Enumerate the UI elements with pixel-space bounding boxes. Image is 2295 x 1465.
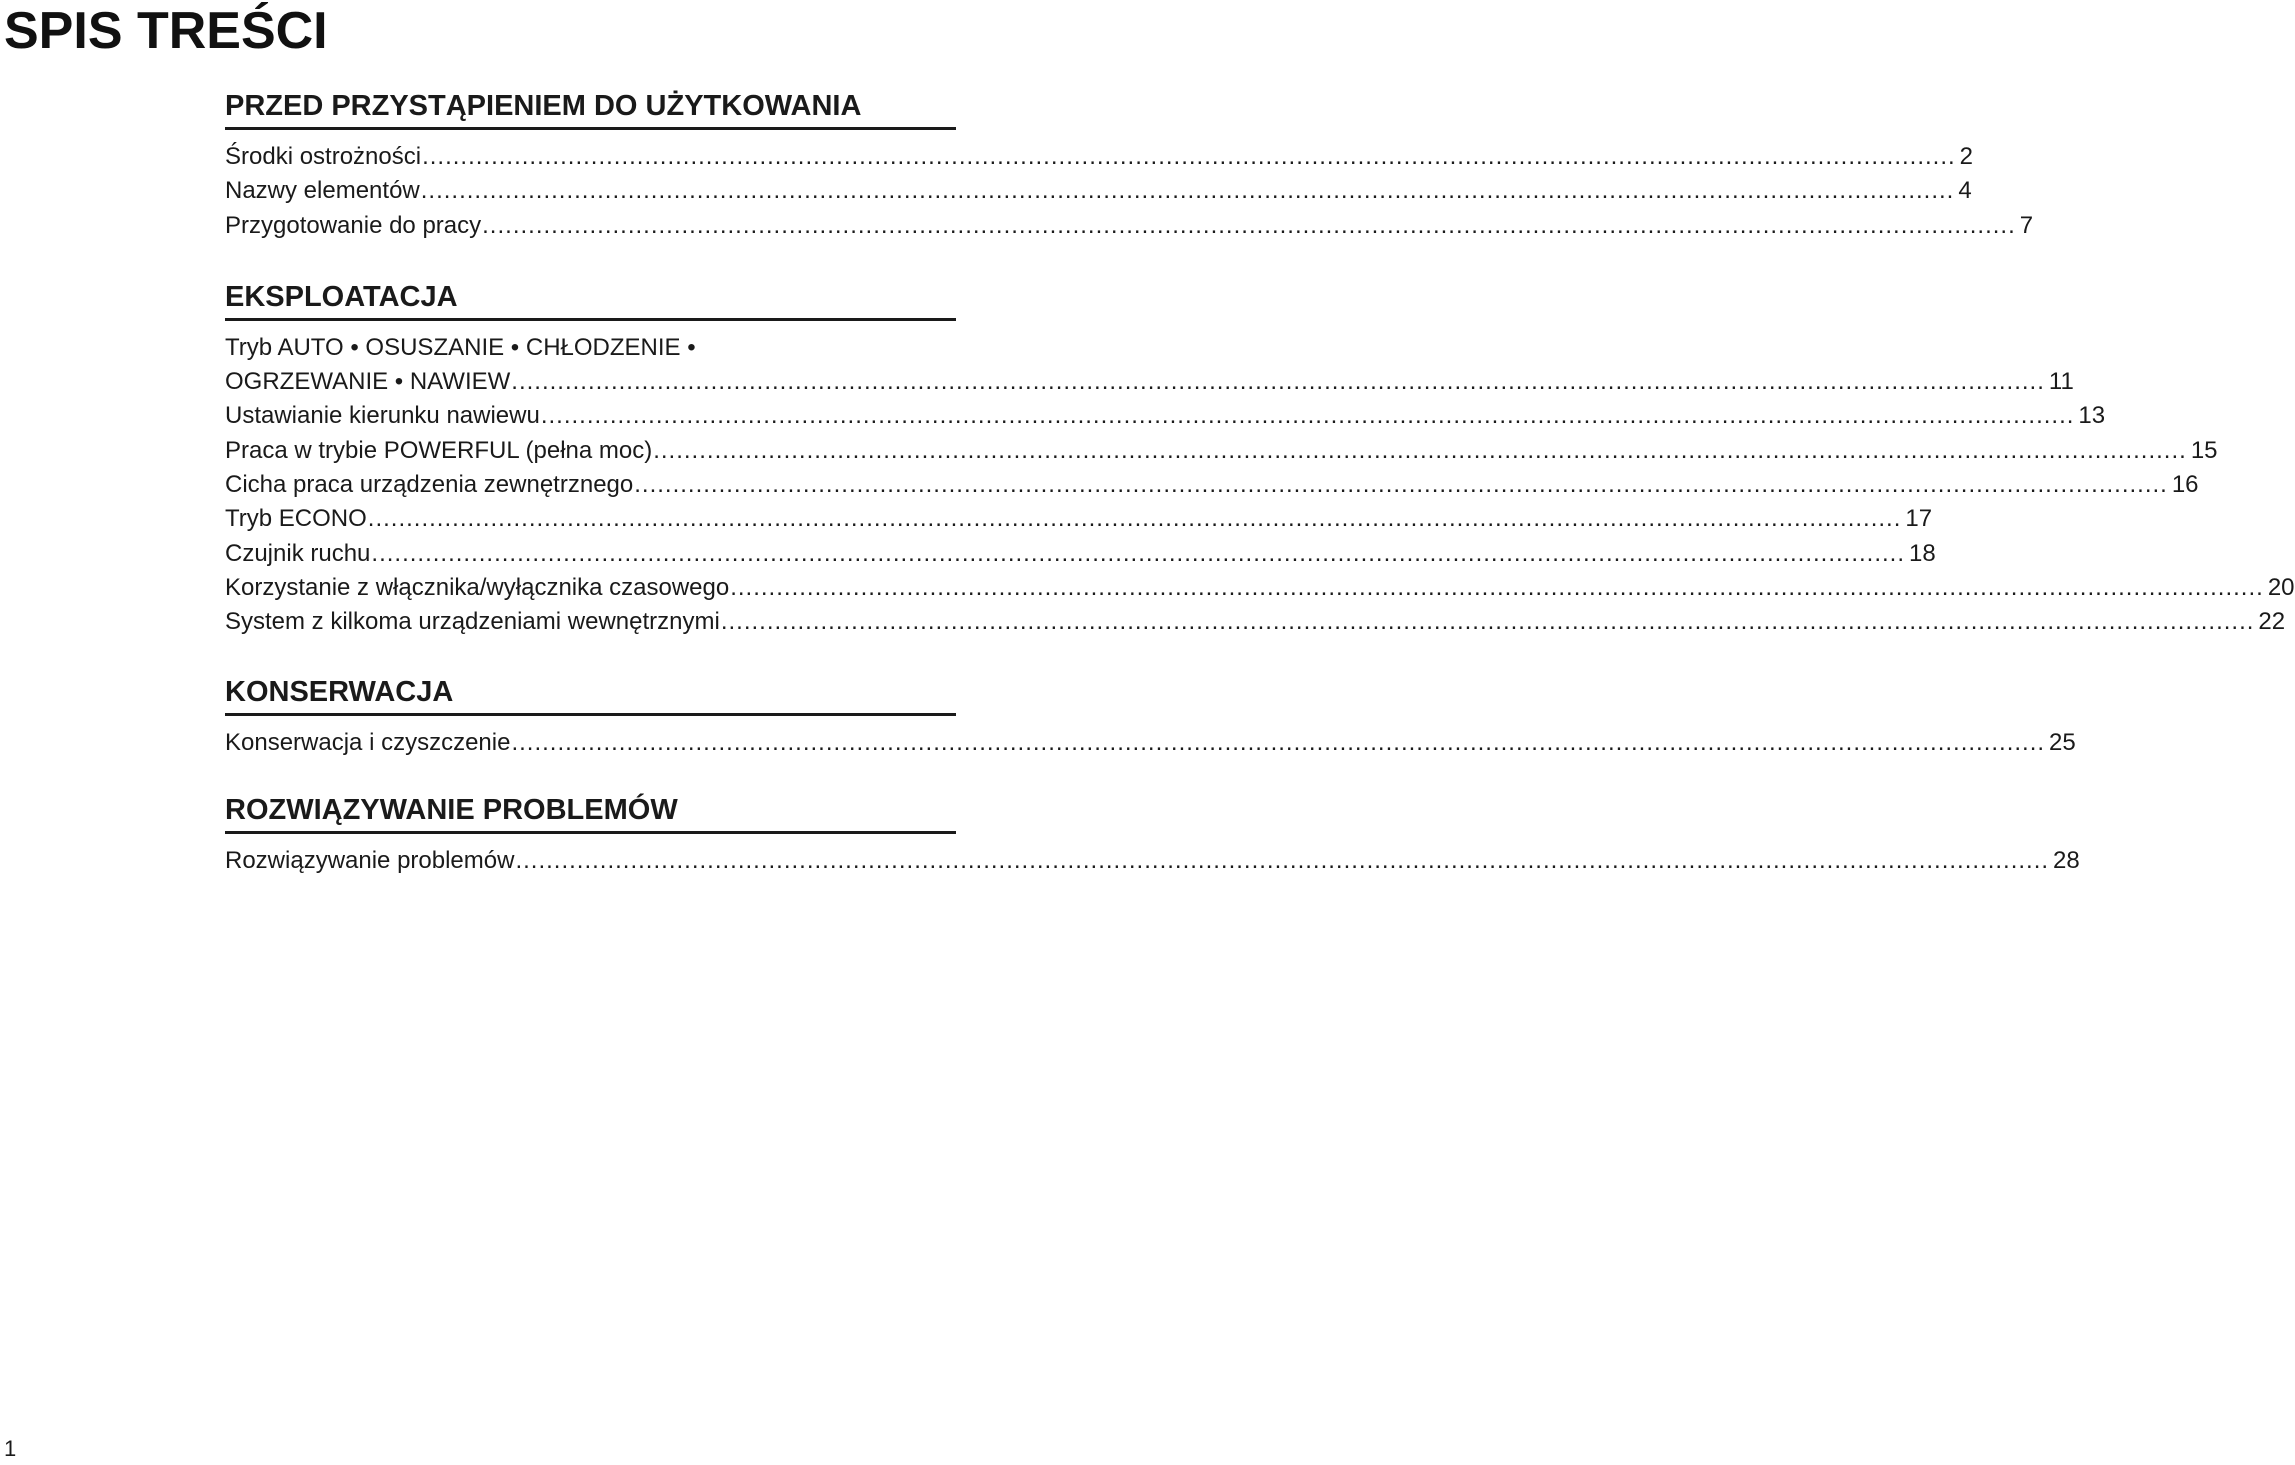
toc-entry[interactable] xyxy=(225,502,1933,536)
entry-label: Cicha praca urządzenia zewnętrznego xyxy=(225,471,634,499)
toc-section-before-use xyxy=(225,84,2034,243)
entry-label: Rozwiązywanie problemów xyxy=(225,846,515,874)
toc-entry[interactable] xyxy=(225,844,2080,878)
entry-label: Czujnik ruchu xyxy=(225,539,371,567)
toc-entry[interactable] xyxy=(225,209,2034,243)
entry-page: 18 xyxy=(1909,539,1936,567)
dot-leader: ........................................................................................................................................................................................................ xyxy=(367,505,1902,533)
entry-label: Przygotowanie do pracy xyxy=(225,211,482,239)
entry-label: Praca w trybie POWERFUL (pełna moc) xyxy=(225,436,653,464)
toc-section-troubleshooting xyxy=(225,788,2080,878)
toc-entry[interactable] xyxy=(225,571,2295,605)
entry-page: 17 xyxy=(1905,505,1933,533)
toc-entry[interactable] xyxy=(225,468,2199,502)
dot-leader: ........................................................................................................................................................................................................ xyxy=(515,846,2050,874)
entry-label: Nazwy elementów xyxy=(225,177,420,205)
dot-leader: ........................................................................................................................................................................................................ xyxy=(511,728,2046,756)
dot-leader: ........................................................................................................................................................................................................ xyxy=(420,177,1955,205)
toc-entry[interactable] xyxy=(225,537,1936,571)
dot-leader: ........................................................................................................................................................................................................ xyxy=(371,539,1905,567)
entry-page: 13 xyxy=(2078,402,2106,430)
toc-entry[interactable] xyxy=(225,434,2218,468)
entry-page: 22 xyxy=(2258,608,2286,636)
entry-page: 16 xyxy=(2171,471,2199,499)
dot-leader: ........................................................................................................................................................................................................ xyxy=(653,436,2187,464)
dot-leader: ........................................................................................................................................................................................................ xyxy=(482,211,2016,239)
entry-label: System z kilkoma urządzeniami wewnętrznymi xyxy=(225,608,720,636)
toc-section-operation xyxy=(225,275,2295,640)
entry-page: 15 xyxy=(2190,436,2218,464)
toc-entry[interactable] xyxy=(225,605,2286,639)
entry-page: 28 xyxy=(2053,846,2080,874)
toc-entry[interactable] xyxy=(225,174,1972,208)
toc-entry[interactable] xyxy=(225,140,1974,174)
toc-entry[interactable] xyxy=(225,399,2106,433)
entry-label: Konserwacja i czyszczenie xyxy=(225,728,511,756)
entry-label: OGRZEWANIE • NAWIEW xyxy=(225,368,511,396)
entry-page: 20 xyxy=(2267,573,2295,601)
entry-label-lead[interactable]: Tryb AUTO • OSUSZANIE • CHŁODZENIE • xyxy=(225,333,696,361)
section-heading: KONSERWACJA xyxy=(225,670,956,716)
section-heading: ROZWIĄZYWANIE PROBLEMÓW xyxy=(225,788,956,834)
toc-entry[interactable] xyxy=(225,726,2076,760)
entry-label: Środki ostrożności xyxy=(225,143,422,170)
entry-page: 4 xyxy=(1958,177,1972,205)
section-heading: EKSPLOATACJA xyxy=(225,275,956,321)
page-number: 1 xyxy=(4,1436,17,1461)
entry-page: 7 xyxy=(2019,211,2034,239)
dot-leader: ........................................................................................................................................................................................................ xyxy=(540,402,2075,430)
page-title: SPIS TREŚCI xyxy=(4,2,328,60)
entry-label: Korzystanie z włącznika/wyłącznika czasowego xyxy=(225,573,730,601)
section-heading: PRZED PRZYSTĄPIENIEM DO UŻYTKOWANIA xyxy=(225,84,956,130)
table-of-contents xyxy=(225,84,2295,906)
dot-leader: ........................................................................................................................................................................................................ xyxy=(422,143,1956,170)
entry-page: 25 xyxy=(2049,728,2076,756)
entry-page: 11 xyxy=(2048,368,2074,396)
dot-leader: ........................................................................................................................................................................................................ xyxy=(634,471,2168,499)
dot-leader: ........................................................................................................................................................................................................ xyxy=(511,368,2045,396)
toc-entry[interactable] xyxy=(225,365,2074,399)
dot-leader: ........................................................................................................................................................................................................ xyxy=(720,608,2255,636)
dot-leader: ........................................................................................................................................................................................................ xyxy=(730,573,2264,601)
entry-page: 2 xyxy=(1959,143,1974,170)
entry-label: Tryb ECONO xyxy=(225,505,367,533)
entry-label: Ustawianie kierunku nawiewu xyxy=(225,402,540,430)
toc-section-maintenance xyxy=(225,670,2076,760)
